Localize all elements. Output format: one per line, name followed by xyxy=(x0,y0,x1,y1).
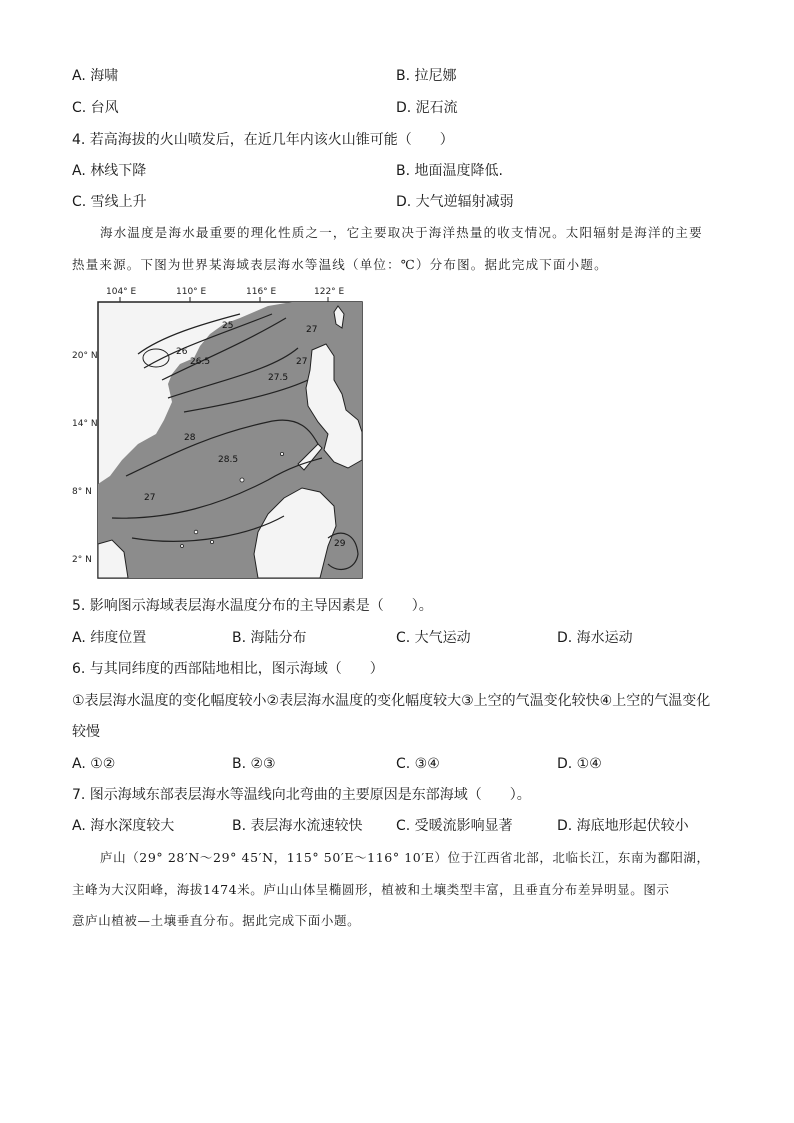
q6-option-d: D. ①④ xyxy=(557,756,602,772)
lat-label-8n: 8° N xyxy=(72,487,92,497)
q3-option-d: D. 泥石流 xyxy=(396,100,458,116)
q7-stem: 7. 图示海域东部表层海水等温线向北弯曲的主要原因是东部海域（ ）。 xyxy=(72,787,531,803)
isotherm-label: 28 xyxy=(184,433,196,443)
q7-option-c: C. 受暖流影响显著 xyxy=(396,818,513,834)
q5-option-a: A. 纬度位置 xyxy=(72,630,147,646)
q4-option-c: C. 雪线上升 xyxy=(72,194,147,210)
q5-option-d: D. 海水运动 xyxy=(557,630,633,646)
lat-label-20n: 20° N xyxy=(72,351,98,361)
q7-option-b: B. 表层海水流速较快 xyxy=(232,818,363,834)
hainan-island xyxy=(143,349,169,367)
q6-option-b: B. ②③ xyxy=(232,756,276,772)
passage1-line1: 海水温度是海水最重要的理化性质之一，它主要取决于海洋热量的收支情况。太阳辐射是海洋的主要 xyxy=(100,225,703,240)
q4-option-b: B. 地面温度降低. xyxy=(396,163,503,179)
q7-option-d: D. 海底地形起伏较小 xyxy=(557,818,689,834)
lon-label-122: 122° E xyxy=(314,287,345,297)
q6-stem: 6. 与其同纬度的西部陆地相比，图示海域（ ） xyxy=(72,661,384,677)
q6-statements-line2: 较慢 xyxy=(72,724,100,740)
lon-label-116: 116° E xyxy=(246,287,277,297)
q4-option-a: A. 林线下降 xyxy=(72,163,147,179)
isotherm-label: 28.5 xyxy=(218,455,239,465)
q4-option-d: D. 大气逆辐射减弱 xyxy=(396,194,514,210)
lon-label-110: 110° E xyxy=(176,287,207,297)
q6-option-a: A. ①② xyxy=(72,756,116,772)
q7-option-a: A. 海水深度较大 xyxy=(72,818,175,834)
q6-statements-line1: ①表层海水温度的变化幅度较小②表层海水温度的变化幅度较大③上空的气温变化较快④上空的气温变化 xyxy=(72,693,711,709)
q3-option-b: B. 拉尼娜 xyxy=(396,68,457,84)
passage2-line1: 庐山（29° 28′N～29° 45′N，115° 50′E～116° 10′E）位于江西省北部，北临长江，东南为鄱阳湖， xyxy=(100,850,710,865)
passage2-line3: 意庐山植被—土壤垂直分布。据此完成下面小题。 xyxy=(72,913,361,928)
q6-option-c: C. ③④ xyxy=(396,756,440,772)
isotherm-label: 26 xyxy=(176,347,188,357)
passage1-line2: 热量来源。下图为世界某海域表层海水等温线（单位：℃）分布图。据此完成下面小题。 xyxy=(72,257,608,272)
isotherm-label: 27 xyxy=(296,357,308,367)
isotherm-label: 29 xyxy=(334,539,346,549)
passage2-line2: 主峰为大汉阳峰，海拔1474米。庐山山体呈椭圆形，植被和土壤类型丰富，且垂直分布差异明显。图示 xyxy=(72,882,670,897)
lon-label-104: 104° E xyxy=(106,287,137,297)
q4-stem: 4. 若高海拔的火山喷发后，在近几年内该火山锥可能（ ） xyxy=(72,132,454,148)
isotherm-label: 25 xyxy=(222,321,234,331)
isotherm-label: 26.5 xyxy=(190,357,211,367)
isotherm-map xyxy=(72,284,372,584)
q5-option-c: C. 大气运动 xyxy=(396,630,471,646)
q3-option-a: A. 海啸 xyxy=(72,68,119,84)
isotherm-label: 27 xyxy=(306,325,318,335)
q5-option-b: B. 海陆分布 xyxy=(232,630,307,646)
isotherm-label: 27.5 xyxy=(268,373,289,383)
q3-option-c: C. 台风 xyxy=(72,100,119,116)
isotherm-label: 27 xyxy=(144,493,156,503)
q5-stem: 5. 影响图示海域表层海水温度分布的主导因素是（ ）。 xyxy=(72,598,433,614)
lat-label-14n: 14° N xyxy=(72,419,98,429)
lat-label-2n: 2° N xyxy=(72,555,92,565)
